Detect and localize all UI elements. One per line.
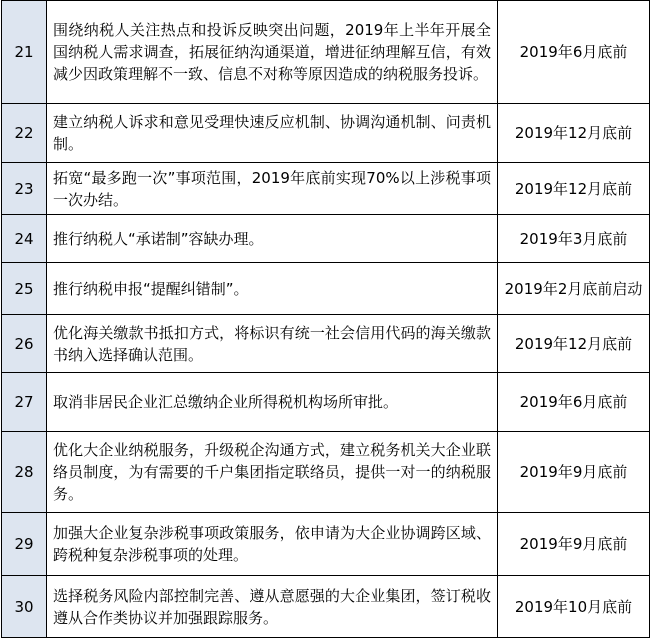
table-row bbox=[2, 163, 650, 215]
table-row bbox=[2, 373, 650, 432]
row-number: 21 bbox=[2, 1, 47, 104]
table-row bbox=[2, 1, 650, 104]
task-description: 取消非居民企业汇总缴纳企业所得税机构场所审批。 bbox=[47, 373, 498, 432]
table-row bbox=[2, 315, 650, 373]
task-description: 推行纳税申报“提醒纠错制”。 bbox=[47, 263, 498, 315]
row-number: 30 bbox=[2, 576, 47, 638]
deadline: 2019年10月底前 bbox=[498, 576, 650, 638]
task-description: 选择税务风险内部控制完善、遵从意愿强的大企业集团，签订税收遵从合作类协议并加强跟踪服务。 bbox=[47, 576, 498, 638]
table-row bbox=[2, 104, 650, 163]
task-description: 推行纳税人“承诺制”容缺办理。 bbox=[47, 215, 498, 263]
row-number: 22 bbox=[2, 104, 47, 163]
task-description: 围绕纳税人关注热点和投诉反映突出问题，2019年上半年开展全国纳税人需求调查，拓展征纳沟通渠道，增进征纳理解互信，有效减少因政策理解不一致、信息不对称等原因造成的纳税服务投诉。 bbox=[47, 1, 498, 104]
deadline: 2019年6月底前 bbox=[498, 1, 650, 104]
table-row bbox=[2, 576, 650, 638]
table-row bbox=[2, 513, 650, 576]
row-number: 25 bbox=[2, 263, 47, 315]
table-row bbox=[2, 263, 650, 315]
deadline: 2019年9月底前 bbox=[498, 513, 650, 576]
deadline: 2019年3月底前 bbox=[498, 215, 650, 263]
row-number: 24 bbox=[2, 215, 47, 263]
deadline: 2019年12月底前 bbox=[498, 104, 650, 163]
deadline: 2019年6月底前 bbox=[498, 373, 650, 432]
table-row bbox=[2, 215, 650, 263]
task-description: 加强大企业复杂涉税事项政策服务，依申请为大企业协调跨区域、跨税种复杂涉税事项的处理。 bbox=[47, 513, 498, 576]
deadline: 2019年9月底前 bbox=[498, 432, 650, 513]
task-description: 建立纳税人诉求和意见受理快速反应机制、协调沟通机制、问责机制。 bbox=[47, 104, 498, 163]
row-number: 27 bbox=[2, 373, 47, 432]
task-description: 优化大企业纳税服务，升级税企沟通方式，建立税务机关大企业联络员制度，为有需要的千户集团指定联络员，提供一对一的纳税服务。 bbox=[47, 432, 498, 513]
table-row bbox=[2, 432, 650, 513]
deadline: 2019年12月底前 bbox=[498, 315, 650, 373]
row-number: 29 bbox=[2, 513, 47, 576]
deadline: 2019年2月底前启动 bbox=[498, 263, 650, 315]
row-number: 23 bbox=[2, 163, 47, 215]
task-table bbox=[1, 0, 650, 638]
task-description: 优化海关缴款书抵扣方式，将标识有统一社会信用代码的海关缴款书纳入选择确认范围。 bbox=[47, 315, 498, 373]
row-number: 26 bbox=[2, 315, 47, 373]
task-description: 拓宽“最多跑一次”事项范围，2019年底前实现70%以上涉税事项一次办结。 bbox=[47, 163, 498, 215]
row-number: 28 bbox=[2, 432, 47, 513]
deadline: 2019年12月底前 bbox=[498, 163, 650, 215]
